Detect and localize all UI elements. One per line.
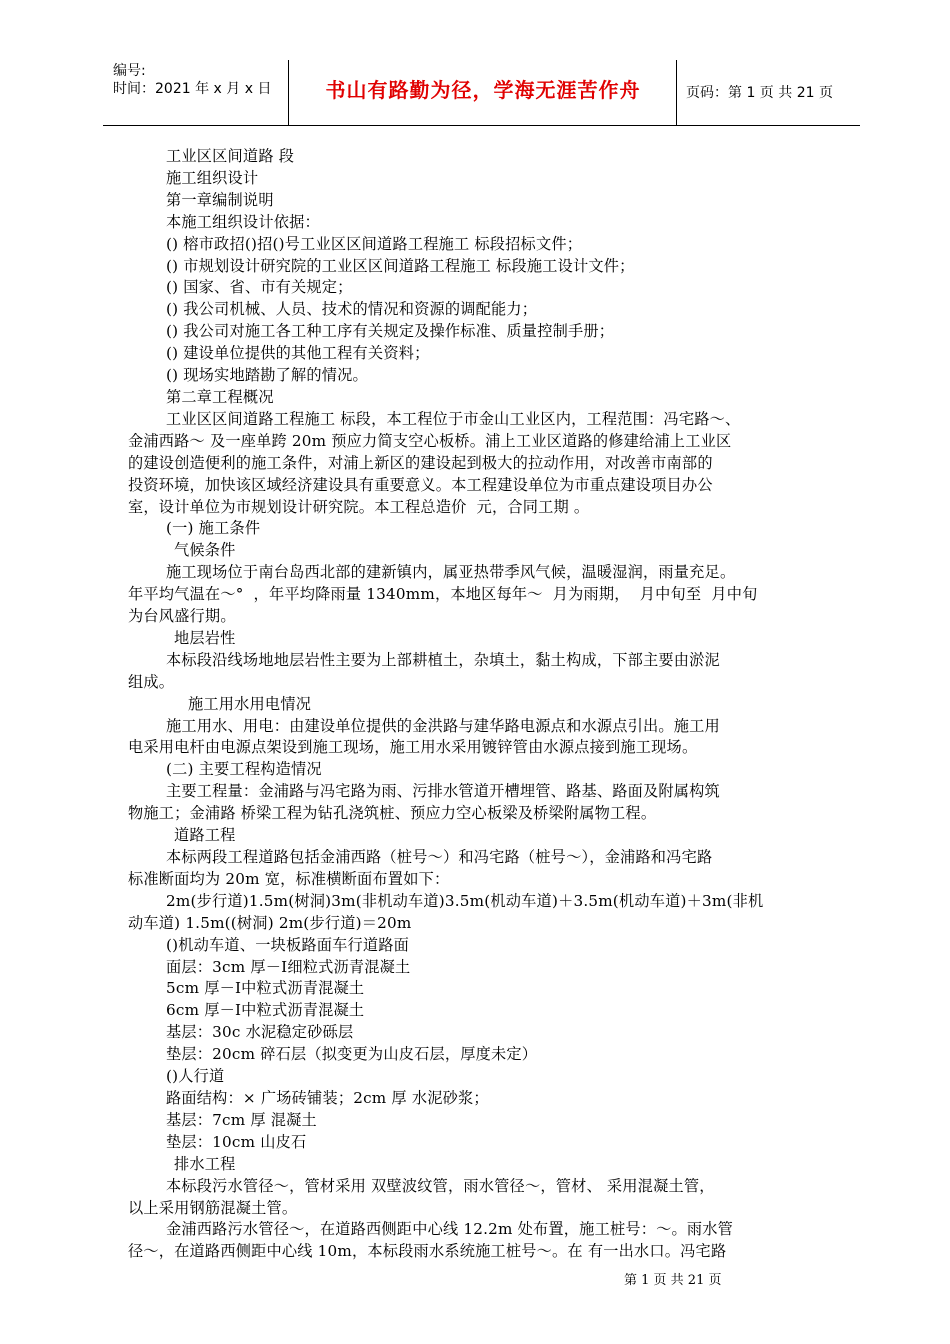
body-line: 室，设计单位为市规划设计研究院。本工程总造价 元，合同工期 。 xyxy=(128,497,590,516)
body-line: () 我公司机械、人员、技术的情况和资源的调配能力； xyxy=(166,300,538,319)
body-line: 的建设创造便利的施工条件，对浦上新区的建设起到极大的拉动作用，对改善市南部的 xyxy=(128,453,713,472)
body-line: 本标段污水管径～，管材采用 双壁波纹管，雨水管径～，管材、 采用混凝土管， xyxy=(166,1176,715,1195)
body-line: 本施工组织设计依据： xyxy=(166,212,320,231)
body-line: 组成。 xyxy=(128,672,175,691)
body-line: 物施工；金浦路 桥梁工程为钻孔浇筑桩、预应力空心板梁及桥梁附属物工程。 xyxy=(128,804,657,823)
body-line: 径～，在道路西侧距中心线 10m，本标段雨水系统施工桩号～。在 有一出水口。冯宅路 xyxy=(128,1242,727,1261)
body-line: 第二章工程概况 xyxy=(166,387,274,406)
body-line: ()机动车道、一块板路面车行道路面 xyxy=(166,935,410,954)
body-line: 标准断面均为 20m 宽，标准横断面布置如下： xyxy=(128,869,450,888)
body-line: 电采用电杆由电源点架设到施工现场，施工用水采用镀锌管由水源点接到施工现场。 xyxy=(128,738,698,757)
body-line: 基层：7cm 厚 混凝土 xyxy=(166,1110,317,1129)
body-line: 垫层：10cm 山皮石 xyxy=(166,1132,307,1151)
body-line: 施工用水用电情况 xyxy=(188,694,312,713)
body-line: 基层：30c 水泥稳定砂砾层 xyxy=(166,1023,354,1042)
body-line: 主要工程量：金浦路与冯宅路为雨、污排水管道开槽埋管、路基、路面及附属构筑 xyxy=(166,782,720,801)
body-line: 为台风盛行期。 xyxy=(128,607,236,626)
body-line: 气候条件 xyxy=(174,541,236,560)
body-line: () 现场实地踏勘了解的情况。 xyxy=(166,366,368,385)
body-line: 金浦西路污水管径～，在道路西侧距中心线 12.2m 处布置，施工桩号：～。雨水管 xyxy=(166,1220,734,1239)
body-line: 地层岩性 xyxy=(174,628,236,647)
header-page-number: 页码：第 1 页 共 21 页 xyxy=(686,85,833,101)
header-meta xyxy=(113,62,271,98)
body-line: 面层：3cm 厚－Ⅰ细粒式沥青混凝土 xyxy=(166,957,411,976)
body-line: (二) 主要工程构造情况 xyxy=(166,760,322,779)
header-bottom-rule xyxy=(103,125,860,126)
header-divider-left xyxy=(288,60,289,126)
body-line: 路面结构：× 广场砖铺装；2cm 厚 水泥砂浆； xyxy=(166,1088,489,1107)
body-line: 投资环境，加快该区域经济建设具有重要意义。本工程建设单位为市重点建设项目办公 xyxy=(128,475,713,494)
body-line: () 我公司对施工各工种工序有关规定及操作标准、质量控制手册； xyxy=(166,322,615,341)
body-line: 年平均气温在～° ，年平均降雨量 1340mm，本地区每年～ 月为雨期， 月中旬至 月中旬 xyxy=(128,585,758,604)
document-number-label: 编号: xyxy=(113,63,146,79)
body-line: 第一章编制说明 xyxy=(166,190,274,209)
body-line: (一) 施工条件 xyxy=(166,519,261,538)
body-line: 施工用水、用电：由建设单位提供的金洪路与建华路电源点和水源点引出。施工用 xyxy=(166,716,720,735)
body-line: 排水工程 xyxy=(174,1154,236,1173)
body-line: 本标两段工程道路包括金浦西路（桩号～）和冯宅路（桩号～），金浦路和冯宅路 xyxy=(166,848,713,866)
body-line: () 榕市政招()招()号工业区区间道路工程施工 标段招标文件； xyxy=(166,234,583,253)
body-line: 动车道) 1.5m((树洞) 2m(步行道)＝20m xyxy=(128,913,412,932)
document-body xyxy=(128,146,868,1263)
body-line: () 建设单位提供的其他工程有关资料； xyxy=(166,344,430,363)
body-line: () 国家、省、市有关规定； xyxy=(166,278,353,297)
header-divider-right xyxy=(676,60,677,126)
page-footer: 第 1 页 共 21 页 xyxy=(624,1273,722,1288)
body-line: 道路工程 xyxy=(174,826,236,845)
body-line: 2m(步行道)1.5m(树洞)3m(非机动车道)3.5m(机动车道)＋3.5m(机动车道)＋3m(非机 xyxy=(166,891,764,910)
body-line: 垫层：20cm 碎石层（拟变更为山皮石层，厚度未定） xyxy=(166,1045,538,1064)
body-line: 6cm 厚－Ⅰ中粒式沥青混凝土 xyxy=(166,1001,365,1020)
body-line: 工业区区间道路工程施工 标段，本工程位于市金山工业区内，工程范围：冯宅路～、 xyxy=(166,409,741,428)
body-line: 以上采用钢筋混凝土管。 xyxy=(128,1198,298,1217)
body-line: 5cm 厚－Ⅰ中粒式沥青混凝土 xyxy=(166,979,365,998)
body-line: ()人行道 xyxy=(166,1067,225,1086)
body-line: () 市规划设计研究院的工业区区间道路工程施工 标段施工设计文件； xyxy=(166,256,635,275)
body-line: 工业区区间道路 段 xyxy=(166,147,295,165)
body-line: 施工组织设计 xyxy=(166,168,259,187)
body-line: 金浦西路～ 及一座单跨 20m 预应力简支空心板桥。浦上工业区道路的修建给浦上工业区 xyxy=(128,431,732,450)
body-line: 本标段沿线场地地层岩性主要为上部耕植土，杂填土，黏土构成，下部主要由淤泥 xyxy=(166,650,720,669)
body-line: 施工现场位于南台岛西北部的建新镇内，属亚热带季风气候，温暖湿润，雨量充足。 xyxy=(166,563,736,582)
document-time-label: 时间：2021 年 x 月 x 日 xyxy=(113,81,272,97)
header-motto: 书山有路勤为径，学海无涯苦作舟 xyxy=(325,78,641,102)
